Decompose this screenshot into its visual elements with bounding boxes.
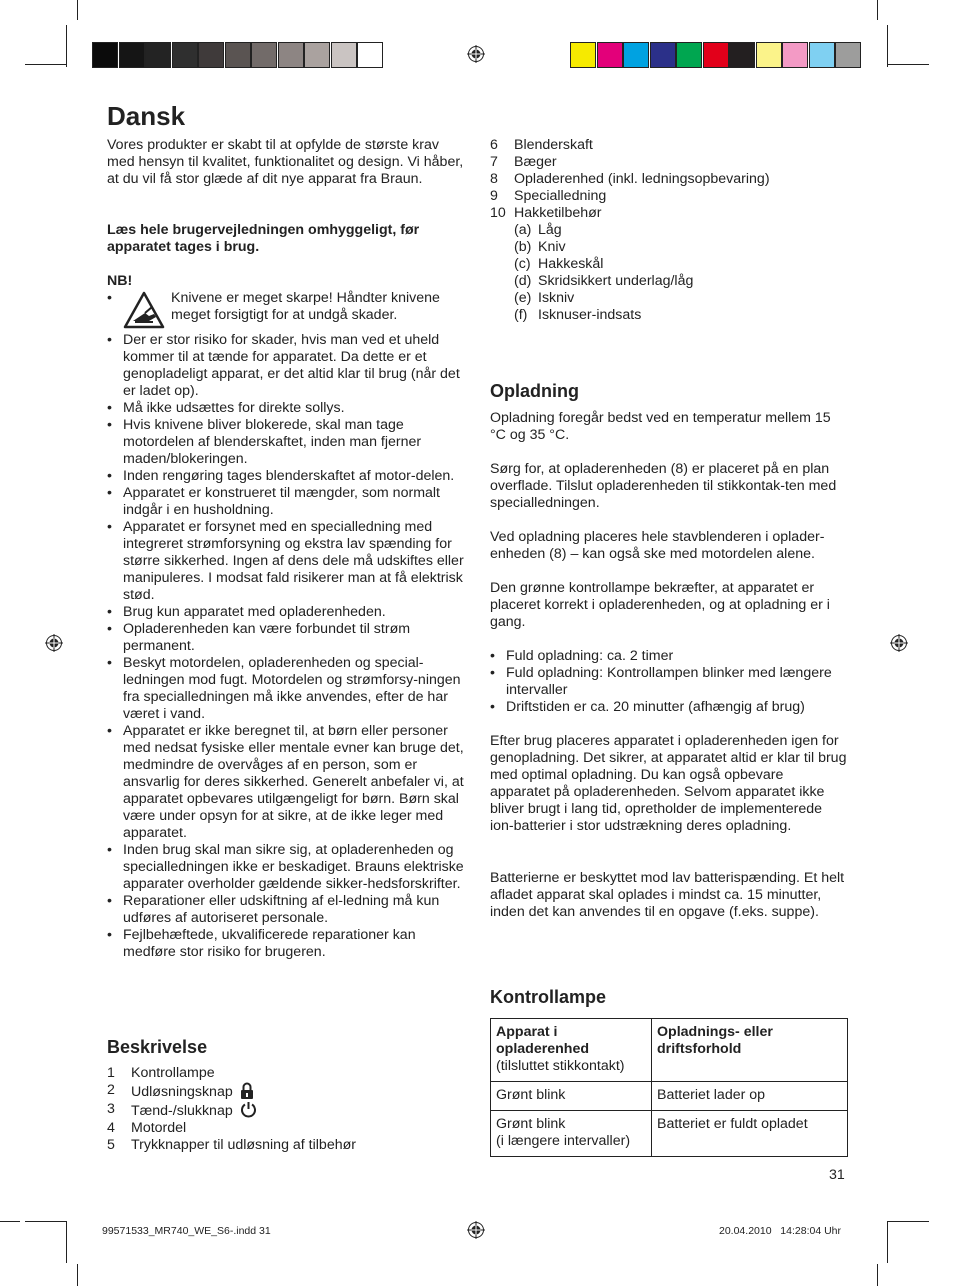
indicator-table: [490, 1018, 848, 1157]
list-item: • Apparatet er konstrueret til mængder, som normalt indgår i en husholdning.: [107, 485, 467, 519]
opladning-paragraph-4: Den grønne kontrollampe bekræfter, at apparatet er placeret korrekt i opladerenheden, og at opladning er i gang.: [490, 580, 830, 630]
list-item: [490, 154, 850, 171]
opladning-paragraph-1: Opladning foregår bedst ved en temperatur mellem 15 °C og 35 °C.: [490, 410, 831, 443]
color-swatch: [756, 42, 782, 68]
color-swatch: [729, 42, 755, 68]
item-number: 2: [107, 1082, 115, 1098]
list-item: • Der er stor risiko for skader, hvis man ved et uheld kommer til at tænde for apparatet. Da dette er et genopladeligt apparat, er det altid klar til brug (når det er ladet op).: [107, 332, 467, 400]
list-item: [490, 137, 850, 154]
item-label: Specialledning: [514, 188, 607, 204]
cell-subtext: (i længere intervaller): [496, 1133, 631, 1149]
nb-label: NB!: [107, 273, 133, 289]
item-label: Blenderskaft: [514, 137, 593, 153]
accessory-sublist: [514, 222, 834, 324]
item-label: Hakkeskål: [538, 256, 604, 272]
crop-mark: [66, 1221, 67, 1263]
list-item: [514, 239, 834, 256]
footer-timestamp: 20.04.2010 14:28:04 Uhr: [719, 1225, 842, 1237]
item-label: Kontrollampe: [131, 1065, 215, 1081]
list-item: [107, 1120, 467, 1137]
item-label: Trykknapper til udløsning af tilbehør: [131, 1137, 356, 1153]
item-number: (d): [514, 273, 532, 289]
item-label: Tænd-/slukknap: [131, 1103, 233, 1119]
padlock-icon: [240, 1082, 254, 1099]
section-heading-opladning: Opladning: [490, 381, 579, 401]
crop-mark: [887, 1221, 888, 1263]
color-swatch: [703, 42, 729, 68]
color-swatch: [357, 42, 383, 68]
item-label: Kniv: [538, 239, 566, 255]
color-swatch: [172, 42, 198, 68]
section-heading-kontrollampe: Kontrollampe: [490, 987, 607, 1007]
cell-text: Grønt blink: [496, 1116, 566, 1132]
charging-facts-list: [490, 648, 847, 716]
crop-mark: [887, 25, 888, 67]
item-label: Bæger: [514, 154, 557, 170]
read-notice: Læs hele brugervejledningen omhyggeligt, før apparatet tages i brug.: [107, 222, 420, 255]
item-number: 5: [107, 1137, 115, 1153]
item-label: Opladerenhed (inkl. ledningsopbevaring): [514, 171, 770, 187]
item-number: 3: [107, 1101, 115, 1117]
item-label: Iskniv: [538, 290, 575, 306]
color-swatch: [278, 42, 304, 68]
list-item: • Fuld opladning: Kontrollampen blinker med længere intervaller: [490, 665, 847, 699]
list-item: • Fuld opladning: ca. 2 timer: [490, 648, 847, 665]
item-number: 7: [490, 154, 498, 170]
registration-mark-icon: [45, 634, 63, 652]
color-swatch: [597, 42, 623, 68]
table-cell: Batteriet er fuldt opladet: [652, 1111, 848, 1157]
color-swatch: [623, 42, 649, 68]
color-swatch: [145, 42, 171, 68]
table-header-cell: Opladnings- eller driftsforhold: [652, 1019, 848, 1082]
opladning-paragraph-3: Ved opladning placeres hele stavblenderen i oplader-enheden (8) – kan også ske med motordelen alene.: [490, 529, 825, 562]
opladning-paragraph-6: Batterierne er beskyttet mod lav batterispænding. Et helt afladet apparat skal oplades i mindst ca. 15 minutter, inden det kan anvendes til en opgave (f.eks. suppe).: [490, 870, 845, 920]
list-item: [490, 171, 850, 188]
table-header-cell: [491, 1019, 652, 1082]
description-list-continued: [490, 137, 850, 222]
crop-mark: [77, 1264, 78, 1286]
color-swatch: [782, 42, 808, 68]
list-item: • Fejlbehæftede, ukvalificerede reparationer kan medføre stor risiko for brugeren.: [107, 927, 467, 961]
list-item: [107, 1101, 467, 1120]
table-row: [491, 1111, 848, 1157]
list-item: • Må ikke udsættes for direkte sollys.: [107, 400, 467, 417]
list-item: [514, 222, 834, 239]
knife-warning-icon: [123, 291, 165, 329]
color-swatch: [304, 42, 330, 68]
list-item: [514, 290, 834, 307]
list-item: [514, 307, 834, 324]
table-cell: Grønt blink: [491, 1082, 652, 1111]
page-title: Dansk: [107, 101, 186, 131]
color-swatch: [650, 42, 676, 68]
intro-paragraph: Vores produkter er skabt til at opfylde de største krav med hensyn til kvalitet, funktionalitet og design. Vi håber, at du vil få stor glæde af dit nye apparat fra Braun.: [107, 137, 464, 187]
color-swatch: [198, 42, 224, 68]
color-swatch: [251, 42, 277, 68]
item-number: (e): [514, 290, 532, 306]
item-number: 1: [107, 1065, 115, 1081]
list-item: [107, 1137, 467, 1154]
item-number: (b): [514, 239, 532, 255]
table-header-row: [491, 1019, 848, 1082]
list-item: [107, 1065, 467, 1082]
registration-mark-icon: [467, 1221, 485, 1239]
column-header: Apparat i opladerenhed: [496, 1024, 590, 1057]
item-number: 4: [107, 1120, 115, 1136]
item-number: 8: [490, 171, 498, 187]
bullet-marker: •: [107, 290, 112, 306]
table-row: [491, 1082, 848, 1111]
color-swatch: [92, 42, 118, 68]
color-swatch: [225, 42, 251, 68]
list-item: [514, 256, 834, 273]
opladning-paragraph-2: Sørg for, at opladerenheden (8) er placeret på en plan overflade. Tilslut opladerenheden til stikkontak-ten med specialledningen.: [490, 461, 837, 511]
crop-mark: [77, 0, 78, 20]
list-item: • Hvis knivene bliver blokerede, skal man tage motordelen af blenderskaftet, inden man fjerner maden/blokeringen.: [107, 417, 467, 468]
list-item: • Inden rengøring tages blenderskaftet af motor-delen.: [107, 468, 467, 485]
page-number: 31: [829, 1167, 845, 1183]
color-swatch: [809, 42, 835, 68]
crop-mark: [877, 1264, 878, 1286]
item-label: Låg: [538, 222, 562, 238]
list-item: • Reparationer eller udskiftning af el-ledning må kun udføres af autoriseret personale.: [107, 893, 467, 927]
item-label: Motordel: [131, 1120, 187, 1136]
list-item: • Apparatet er forsynet med en specialledning med integreret strømforsyning og ekstra lav spænding for større sikkerhed. Ingen af dens dele må udskiftes eller manipuleres. I modsat fald risikerer man at få elektrisk stød.: [107, 519, 467, 604]
color-swatch: [676, 42, 702, 68]
color-swatch: [331, 42, 357, 68]
description-list: [107, 1065, 467, 1154]
list-item: • Opladerenheden kan være forbundet til strøm permanent.: [107, 621, 467, 655]
power-icon: [240, 1101, 257, 1118]
list-item: [514, 273, 834, 290]
column-subheader: (tilsluttet stikkontakt): [496, 1058, 625, 1074]
list-item: [490, 188, 850, 205]
knife-warning-text: Knivene er meget skarpe! Håndter knivene meget forsigtigt for at undgå skader.: [171, 290, 440, 323]
color-swatch: [835, 42, 861, 68]
warning-list: [107, 332, 467, 961]
crop-mark: [877, 0, 878, 20]
crop-mark: [25, 64, 67, 65]
section-heading-beskrivelse: Beskrivelse: [107, 1037, 208, 1057]
item-label: Udløsningsknap: [131, 1084, 233, 1100]
crop-mark: [887, 64, 929, 65]
item-number: (c): [514, 256, 531, 272]
color-swatch: [570, 42, 596, 68]
item-label: Hakketilbehør: [514, 205, 602, 221]
item-number: 9: [490, 188, 498, 204]
list-item: [107, 1082, 467, 1101]
crop-mark: [0, 1221, 20, 1222]
crop-mark: [887, 1221, 929, 1222]
list-item: [490, 205, 850, 222]
item-number: (a): [514, 222, 532, 238]
table-cell: [491, 1111, 652, 1157]
crop-mark: [66, 25, 67, 67]
item-number: 6: [490, 137, 498, 153]
crop-mark: [25, 1221, 67, 1222]
registration-mark-icon: [890, 634, 908, 652]
list-item: • Brug kun apparatet med opladerenheden.: [107, 604, 467, 621]
list-item: • Driftstiden er ca. 20 minutter (afhængig af brug): [490, 699, 847, 716]
list-item: • Apparatet er ikke beregnet til, at børn eller personer med nedsat fysiske eller mentale evner kan bruge det, medmindre de overvåges af en person, som er ansvarlig for deres sikkerhed. Generelt anbefaler vi, at apparatet opbevares utilgængeligt for børn. Børn skal være under opsyn for at sikre, at de ikke leger med apparatet.: [107, 723, 467, 842]
footer-file-name: 99571533_MR740_WE_S6-.indd 31: [102, 1225, 271, 1237]
registration-mark-icon: [467, 45, 485, 63]
list-item: • Beskyt motordelen, opladerenheden og special-ledningen mod fugt. Motordelen og strømforsy-ningen fra specialledningen må ikke anvendes, efter de har været i vand.: [107, 655, 467, 723]
item-number: 10: [490, 205, 506, 221]
color-swatch: [119, 42, 145, 68]
item-number: (f): [514, 307, 528, 323]
table-cell: Batteriet lader op: [652, 1082, 848, 1111]
opladning-paragraph-5: Efter brug placeres apparatet i opladerenheden igen for genopladning. Det sikrer, at apparatet altid er klar til brug med optimal opladning. Du kan også opbevare apparatet på opladerenheden. Selvom apparatet ikke bliver brugt i lang tid, opretholder de implementerede ion-batterier i stor udstrækning deres opladning.: [490, 733, 847, 834]
item-label: Isknuser-indsats: [538, 307, 642, 323]
item-label: Skridsikkert underlag/låg: [538, 273, 694, 289]
list-item: • Inden brug skal man sikre sig, at opladerenheden og specialledningen ikke er beskadiget. Brauns elektriske apparater overholder gældende sikker-hedsforskrifter.: [107, 842, 467, 893]
